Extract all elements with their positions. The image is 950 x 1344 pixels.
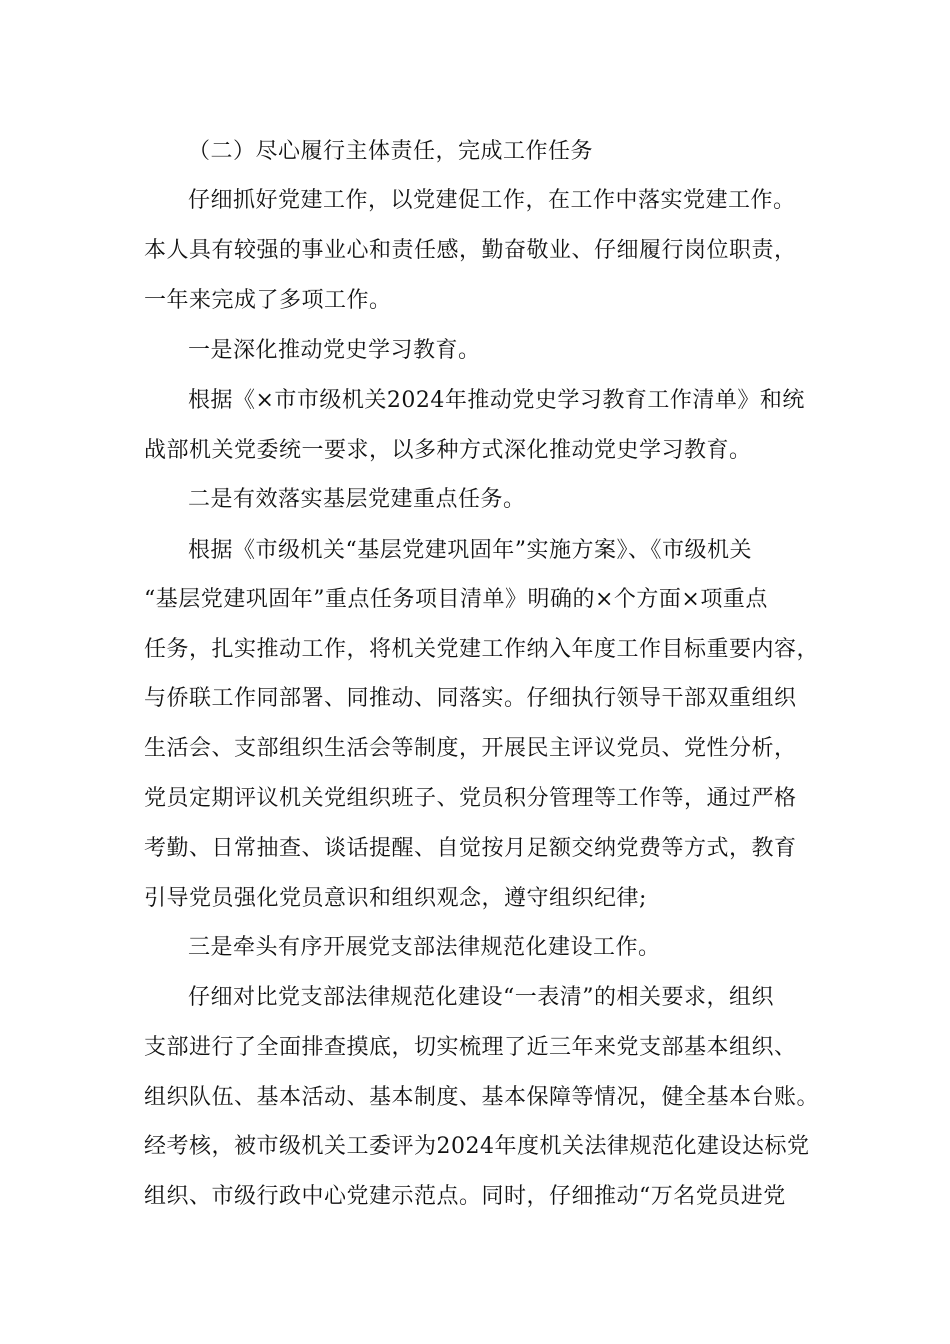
item-heading: 三是牵头有序开展党支部法律规范化建设工作。: [188, 935, 661, 960]
paragraph-line: 考勤、日常抽查、谈话提醒、自觉按月足额交纳党费等方式，教育: [144, 836, 797, 861]
paragraph-line: 支部进行了全面排查摸底，切实梳理了近三年来党支部基本组织、: [144, 1035, 797, 1060]
paragraph-line: 组织队伍、基本活动、基本制度、基本保障等情况，健全基本台账。: [144, 1085, 820, 1110]
paragraph-line: 与侨联工作同部署、同推动、同落实。仔细执行领导干部双重组织: [144, 686, 797, 711]
paragraph-line: 组织、市级行政中心党建示范点。同时，仔细推动“万名党员进党: [144, 1184, 786, 1209]
paragraph-line: 任务，扎实推动工作，将机关党建工作纳入年度工作目标重要内容，: [144, 637, 820, 662]
paragraph-line: 仔细抓好党建工作，以党建促工作，在工作中落实党建工作。: [188, 188, 796, 213]
item-heading: 二是有效落实基层党建重点任务。: [188, 487, 526, 512]
paragraph-line: 战部机关党委统一要求，以多种方式深化推动党史学习教育。: [144, 438, 752, 463]
paragraph-line: 经考核，被市级机关工委评为2024年度机关法律规范化建设达标党: [144, 1134, 810, 1159]
paragraph-line: “基层党建巩固年”重点任务项目清单》明确的×个方面×项重点: [144, 587, 768, 612]
paragraph-line: 根据《市级机关“基层党建巩固年”实施方案》、《市级机关: [188, 538, 752, 563]
paragraph-line: 生活会、支部组织生活会等制度，开展民主评议党员、党性分析，: [144, 736, 797, 761]
paragraph-line: 引导党员强化党员意识和组织观念，遵守组织纪律;: [144, 886, 647, 911]
paragraph-line: 党员定期评议机关党组织班子、党员积分管理等工作等，通过严格: [144, 786, 797, 811]
item-heading: 一是深化推动党史学习教育。: [188, 338, 481, 363]
paragraph-line: 本人具有较强的事业心和责任感，勤奋敬业、仔细履行岗位职责，: [144, 238, 797, 263]
paragraph-line: 根据《×市市级机关2024年推动党史学习教育工作清单》和统: [188, 388, 805, 413]
paragraph-line: 仔细对比党支部法律规范化建设“一表清”的相关要求，组织: [188, 985, 774, 1010]
section-heading: （二）尽心履行主体责任，完成工作任务: [188, 139, 594, 164]
paragraph-line: 一年来完成了多项工作。: [144, 288, 392, 313]
